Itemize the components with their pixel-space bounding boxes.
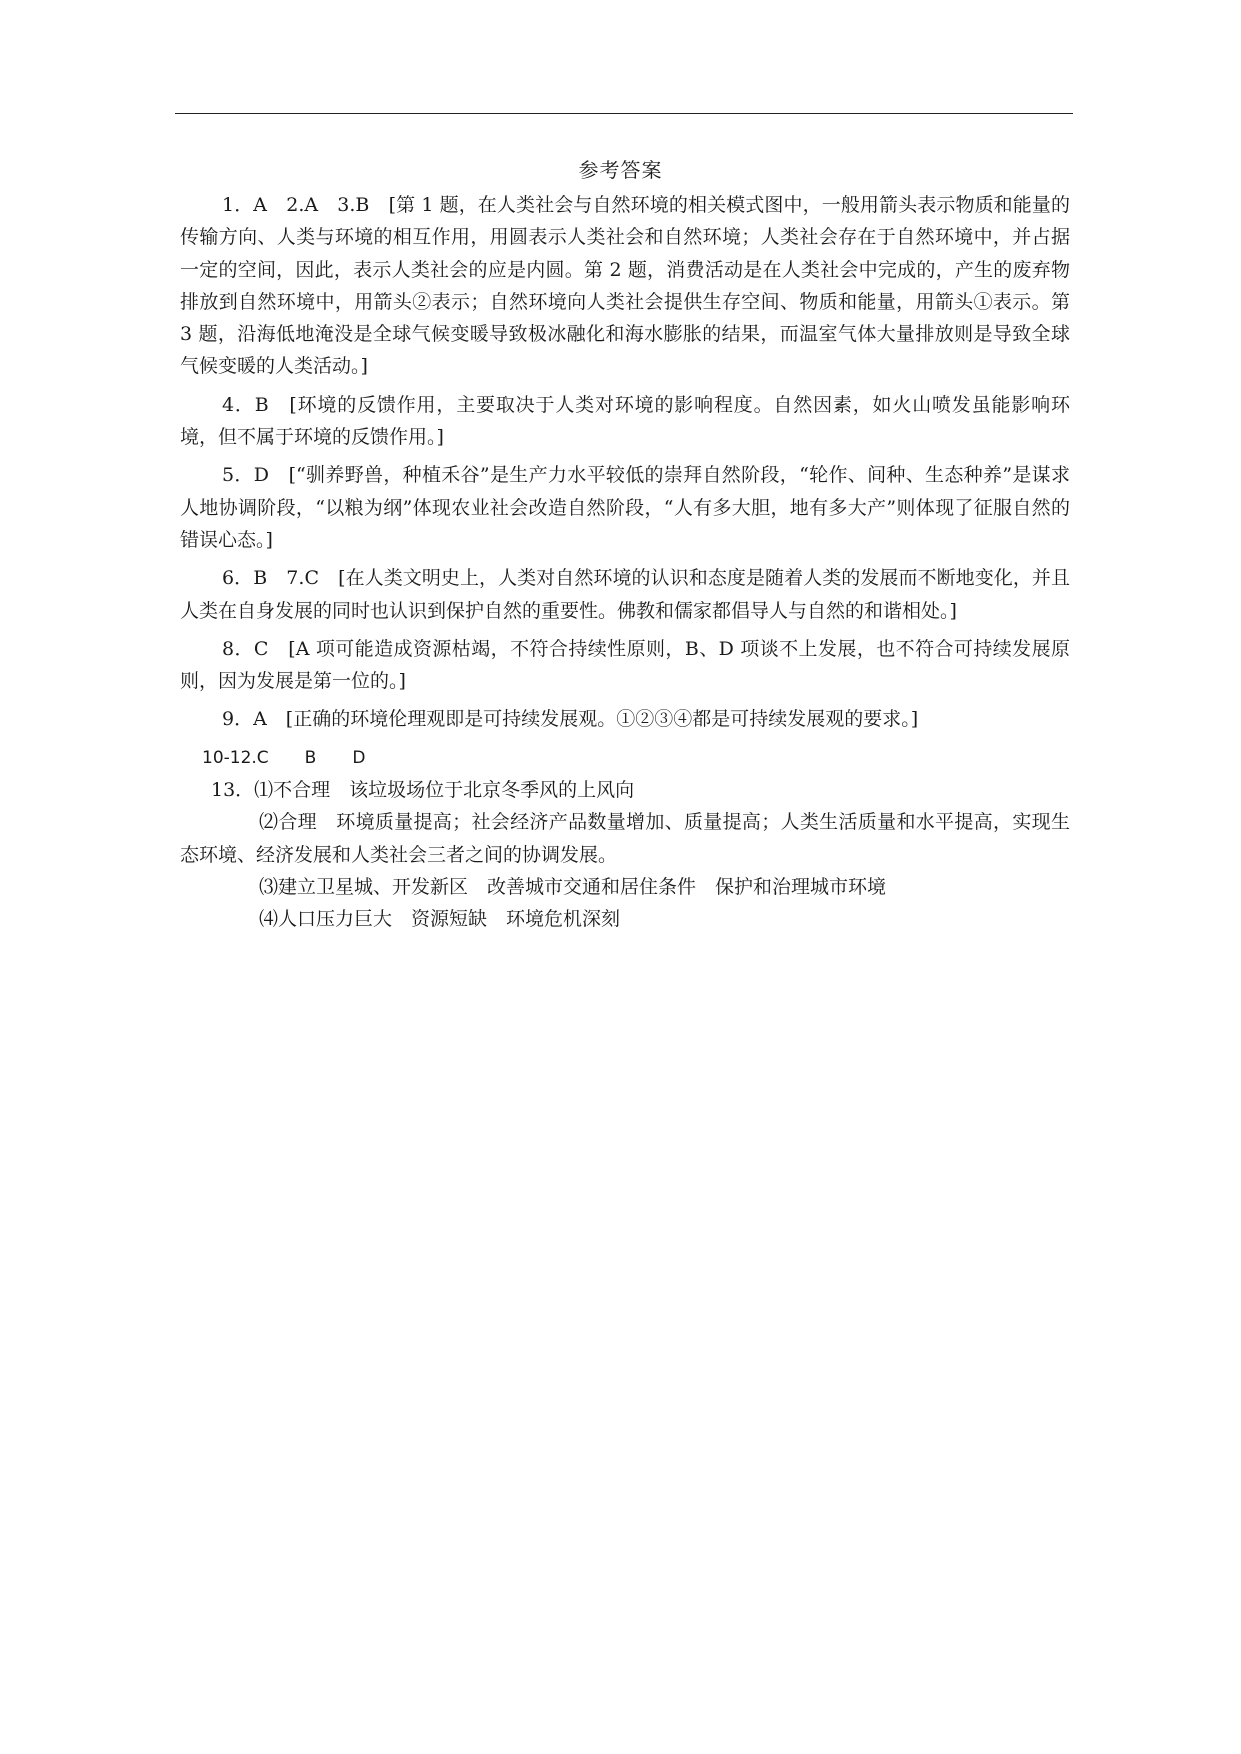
answer-13-part-3: ⑶建立卫星城、开发新区 改善城市交通和居住条件 保护和治理城市环境 bbox=[259, 875, 887, 898]
answer-10-12 bbox=[180, 742, 1070, 774]
answer-13-part-2: ⑵合理 环境质量提高；社会经济产品数量增加、质量提高；人类生活质量和水平提高，实现生态环境、经济发展和人类社会三者之间的协调发展。 bbox=[180, 811, 1070, 866]
answer-8: 8．C [A 项可能造成资源枯竭，不符合持续性原则，B、D 项谈不上发展，也不符合可持续发展原则，因为发展是第一位的。] bbox=[180, 637, 1070, 693]
page-title: 参考答案 bbox=[578, 158, 663, 182]
answer-4: 4．B [环境的反馈作用，主要取决于人类对环境的影响程度。自然因素，如火山喷发虽能影响环境，但不属于环境的反馈作用。] bbox=[180, 393, 1070, 449]
answer-1-3: 1．A 2.A 3.B [第 1 题，在人类社会与自然环境的相关模式图中，一般用箭头表示物质和能量的传输方向、人类与环境的相互作用，用圆表示人类社会和自然环境；人类社会存在于自然环境中，并占据一定的空间，因此，表示人类社会的应是内圆。第 2 题，消费活动是在人类社会中完成的，产生的废弃物排放到自然环境中，用箭头②表示；自然环境向人类社会提供生存空间、物质和能量，用箭头①表示。第 3 题，沿海低地淹没是全球气候变暖导致极冰融化和海水膨胀的结果，而温室气体大量排放则是导致全球气候变暖的人类活动。] bbox=[180, 194, 1070, 378]
answer-10-label: 10-12.C bbox=[202, 747, 269, 768]
header-rule bbox=[175, 113, 1073, 114]
answer-12: D bbox=[352, 747, 366, 768]
answer-6-7: 6．B 7.C [在人类文明史上，人类对自然环境的认识和态度是随着人类的发展而不断地变化，并且人类在自身发展的同时也认识到保护自然的重要性。佛教和儒家都倡导人与自然的和谐相处。] bbox=[180, 567, 1070, 622]
answer-13-part-4: ⑷人口压力巨大 资源短缺 环境危机深刻 bbox=[259, 908, 621, 931]
answer-9: 9．A [正确的环境伦理观即是可持续发展观。①②③④都是可持续发展观的要求。] bbox=[222, 708, 919, 731]
answer-body bbox=[180, 189, 1070, 936]
answer-5: 5．D [“驯养野兽，种植禾谷”是生产力水平较低的崇拜自然阶段，“轮作、间种、生态种养”是谋求人地协调阶段，“以粮为纲”体现农业社会改造自然阶段，“人有多大胆，地有多大产”则体现了征服自然的错误心态。] bbox=[180, 464, 1070, 551]
answer-13-part-1: 13．⑴不合理 该垃圾场位于北京冬季风的上风向 bbox=[211, 779, 635, 802]
answer-11: B bbox=[304, 747, 317, 768]
